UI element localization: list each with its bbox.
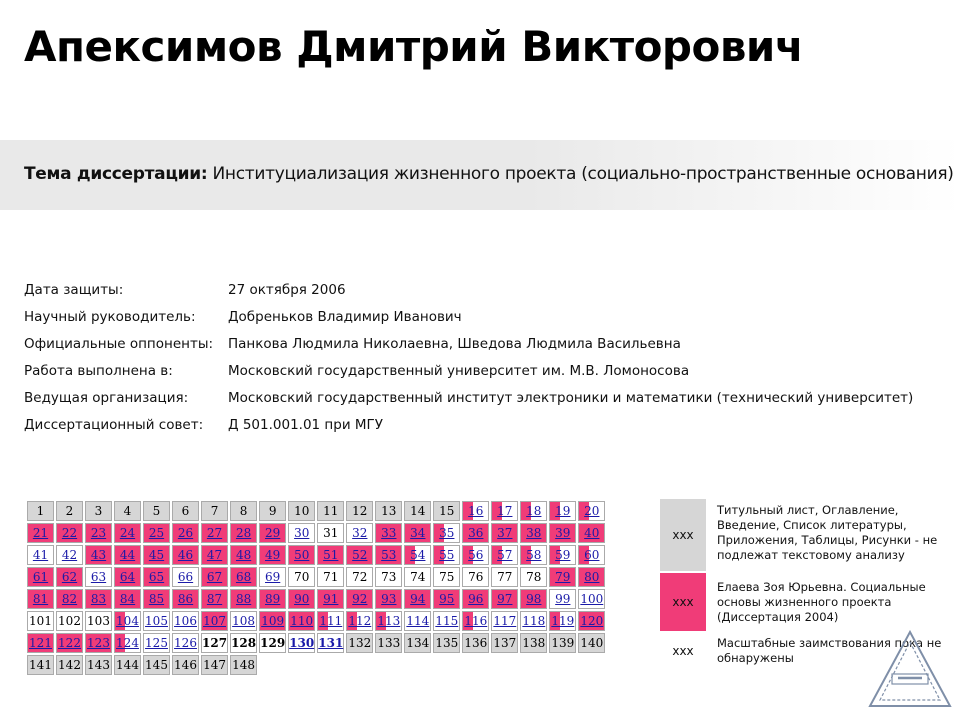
legend-swatch-clean: [660, 633, 706, 669]
info-label: Ведущая организация:: [24, 389, 189, 406]
page-cell[interactable]: 30: [288, 523, 315, 543]
legend-swatch-label: xxx: [660, 633, 706, 669]
page-cell: 77: [491, 567, 518, 587]
page-cell[interactable]: 105: [143, 611, 170, 631]
page-cell[interactable]: 106: [172, 611, 199, 631]
page-cell[interactable]: 86: [172, 589, 199, 609]
page-cell[interactable]: 33: [375, 523, 402, 543]
page-cell[interactable]: 100: [578, 589, 605, 609]
page-cell[interactable]: 89: [259, 589, 286, 609]
page-cell[interactable]: 131: [317, 633, 344, 653]
page-cell[interactable]: 56: [462, 545, 489, 565]
info-value: Московский государственный университет им. М.В. Ломоносова: [228, 362, 690, 379]
page-cell: 135: [433, 633, 460, 653]
page-cell[interactable]: 81: [27, 589, 54, 609]
page-cell[interactable]: 96: [462, 589, 489, 609]
page-cell[interactable]: 59: [549, 545, 576, 565]
page-cell[interactable]: 99: [549, 589, 576, 609]
page-cell[interactable]: 117: [491, 611, 518, 631]
page-cell: 142: [56, 655, 83, 675]
page-cell: 138: [520, 633, 547, 653]
page-cell[interactable]: 123: [85, 633, 112, 653]
page-cell: 140: [578, 633, 605, 653]
page-cell: 9: [259, 501, 286, 521]
info-label: Официальные оппоненты:: [24, 335, 214, 352]
page-cell: 7: [201, 501, 228, 521]
page-cell[interactable]: 82: [56, 589, 83, 609]
page-cell: 132: [346, 633, 373, 653]
page-cell: 11: [317, 501, 344, 521]
grid-row: [27, 589, 605, 609]
page-cell: 76: [462, 567, 489, 587]
page-cell: 72: [346, 567, 373, 587]
page-cell[interactable]: 45: [143, 545, 170, 565]
info-table: [24, 276, 913, 438]
page-cell[interactable]: 104: [114, 611, 141, 631]
page-cell[interactable]: 34: [404, 523, 431, 543]
page-cell: 147: [201, 655, 228, 675]
page-cell: 141: [27, 655, 54, 675]
page-cell[interactable]: 36: [462, 523, 489, 543]
page-cell[interactable]: 113: [375, 611, 402, 631]
page-cell: 128: [230, 633, 257, 653]
page-cell: 78: [520, 567, 547, 587]
page-cell[interactable]: 44: [114, 545, 141, 565]
page-cell: 144: [114, 655, 141, 675]
page-cell[interactable]: 64: [114, 567, 141, 587]
page-cell: 31: [317, 523, 344, 543]
dissernet-stamp: [868, 628, 952, 716]
info-row: [24, 330, 913, 357]
page-cell[interactable]: 94: [404, 589, 431, 609]
page-cell[interactable]: 38: [520, 523, 547, 543]
page-cell[interactable]: 40: [578, 523, 605, 543]
page-cell: 70: [288, 567, 315, 587]
page-cell: 139: [549, 633, 576, 653]
legend-text-clean: Масштабные заимствования пока не обнаружены: [717, 636, 942, 665]
page-cell[interactable]: 122: [56, 633, 83, 653]
page-cell: 10: [288, 501, 315, 521]
grid-row: [27, 523, 605, 543]
page-cell: 101: [27, 611, 54, 631]
page-cell: 8: [230, 501, 257, 521]
page-title: Апексимов Дмитрий Викторович: [24, 22, 804, 71]
grid-row: [27, 567, 605, 587]
info-label: Дата защиты:: [24, 281, 124, 298]
page-cell: 73: [375, 567, 402, 587]
page-cell[interactable]: 97: [491, 589, 518, 609]
page-cell: 103: [85, 611, 112, 631]
legend-swatch-label: xxx: [660, 573, 706, 631]
page-cell[interactable]: 120: [578, 611, 605, 631]
page-cell: 146: [172, 655, 199, 675]
page-cell[interactable]: 65: [143, 567, 170, 587]
page-cell: 3: [85, 501, 112, 521]
info-label: Научный руководитель:: [24, 308, 196, 325]
page-cell: 136: [462, 633, 489, 653]
page-cell[interactable]: 83: [85, 589, 112, 609]
page-cell[interactable]: 52: [346, 545, 373, 565]
legend-text-excluded: Титульный лист, Оглавление, Введение, Список литературы, Приложения, Таблицы, Рисунки - не подлежат текстовому анализу: [717, 503, 938, 562]
page-cell: 127: [201, 633, 228, 653]
page-cell: 2: [56, 501, 83, 521]
page-cell[interactable]: 116: [462, 611, 489, 631]
page-cell: 134: [404, 633, 431, 653]
page-cell[interactable]: 85: [143, 589, 170, 609]
page-cell[interactable]: 114: [404, 611, 431, 631]
page-cell[interactable]: 39: [549, 523, 576, 543]
page-cell[interactable]: 22: [56, 523, 83, 543]
page-cell[interactable]: 17: [491, 501, 518, 521]
page-cell[interactable]: 98: [520, 589, 547, 609]
page-cell[interactable]: 37: [491, 523, 518, 543]
legend-text-source: Елаева Зоя Юрьевна. Социальные основы жизненного проекта (Диссертация 2004): [717, 580, 926, 624]
page-cell[interactable]: 51: [317, 545, 344, 565]
page-cell[interactable]: 109: [259, 611, 286, 631]
info-value: 27 октября 2006: [228, 281, 346, 298]
page-cell[interactable]: 111: [317, 611, 344, 631]
page-cell[interactable]: 18: [520, 501, 547, 521]
info-label: Работа выполнена в:: [24, 362, 173, 379]
page-cell[interactable]: 66: [172, 567, 199, 587]
page-cell[interactable]: 92: [346, 589, 373, 609]
page-cell[interactable]: 48: [230, 545, 257, 565]
page-cell[interactable]: 130: [288, 633, 315, 653]
page-cell[interactable]: 126: [172, 633, 199, 653]
page-cell[interactable]: 69: [259, 567, 286, 587]
topic-label: Тема диссертации:: [24, 164, 208, 184]
grid-row: [27, 655, 605, 675]
page-cell: 71: [317, 567, 344, 587]
page-cell: 14: [404, 501, 431, 521]
page-grid: [25, 499, 607, 677]
page-cell[interactable]: 50: [288, 545, 315, 565]
stamp-icon: [868, 628, 952, 712]
info-value: Д 501.001.01 при МГУ: [228, 416, 383, 433]
page-cell[interactable]: 125: [143, 633, 170, 653]
page-cell[interactable]: 110: [288, 611, 315, 631]
page-cell: 137: [491, 633, 518, 653]
page-cell: 12: [346, 501, 373, 521]
info-row: [24, 384, 913, 411]
page-cell[interactable]: 108: [230, 611, 257, 631]
legend-swatch-label: xxx: [660, 499, 706, 571]
grid-row: [27, 633, 605, 653]
page-cell[interactable]: 107: [201, 611, 228, 631]
page-cell[interactable]: 124: [114, 633, 141, 653]
page-cell[interactable]: 91: [317, 589, 344, 609]
info-row: [24, 276, 913, 303]
page-cell[interactable]: 121: [27, 633, 54, 653]
page-cell[interactable]: 20: [578, 501, 605, 521]
page-cell: 74: [404, 567, 431, 587]
page-cell[interactable]: 93: [375, 589, 402, 609]
page-cell: 102: [56, 611, 83, 631]
page-cell: 13: [375, 501, 402, 521]
topic-text: Институциализация жизненного проекта (социально-пространственные основания): [212, 164, 954, 184]
page-cell: 6: [172, 501, 199, 521]
info-value: Добреньков Владимир Иванович: [228, 308, 462, 325]
page-cell[interactable]: 88: [230, 589, 257, 609]
page-cell[interactable]: 119: [549, 611, 576, 631]
page-cell[interactable]: 60: [578, 545, 605, 565]
page-cell[interactable]: 43: [85, 545, 112, 565]
page-cell: 75: [433, 567, 460, 587]
page-cell[interactable]: 115: [433, 611, 460, 631]
page-cell: 143: [85, 655, 112, 675]
info-row: [24, 357, 913, 384]
page-cell[interactable]: 46: [172, 545, 199, 565]
grid-row: [27, 545, 605, 565]
page-cell[interactable]: 95: [433, 589, 460, 609]
dissertation-topic: [24, 164, 954, 184]
page-cell[interactable]: 26: [172, 523, 199, 543]
page-cell: 4: [114, 501, 141, 521]
info-value: Панкова Людмила Николаевна, Шведова Людмила Васильевна: [228, 335, 681, 352]
page-cell: 1: [27, 501, 54, 521]
page-cell[interactable]: 90: [288, 589, 315, 609]
grid-row: [27, 501, 605, 521]
page-cell[interactable]: 49: [259, 545, 286, 565]
page-cell[interactable]: 27: [201, 523, 228, 543]
page-cell[interactable]: 54: [404, 545, 431, 565]
page-cell[interactable]: 29: [259, 523, 286, 543]
page-cell[interactable]: 58: [520, 545, 547, 565]
grid-row: [27, 611, 605, 631]
page-cell: 129: [259, 633, 286, 653]
info-row: [24, 411, 913, 438]
page-cell[interactable]: 80: [578, 567, 605, 587]
info-label: Диссертационный совет:: [24, 416, 204, 433]
page-cell[interactable]: 41: [27, 545, 54, 565]
page-cell: 133: [375, 633, 402, 653]
page-cell[interactable]: 16: [462, 501, 489, 521]
info-value: Московский государственный институт электроники и математики (технический университет): [228, 389, 914, 406]
page-cell: 148: [230, 655, 257, 675]
page-cell[interactable]: 68: [230, 567, 257, 587]
legend-swatch-source: [660, 573, 706, 631]
page-cell[interactable]: 84: [114, 589, 141, 609]
page-cell[interactable]: 23: [85, 523, 112, 543]
page-cell[interactable]: 62: [56, 567, 83, 587]
page-cell[interactable]: 32: [346, 523, 373, 543]
page-cell[interactable]: 47: [201, 545, 228, 565]
page-cell[interactable]: 25: [143, 523, 170, 543]
page-cell: 5: [143, 501, 170, 521]
page-cell[interactable]: 112: [346, 611, 373, 631]
page-cell[interactable]: 21: [27, 523, 54, 543]
info-row: [24, 303, 913, 330]
legend-swatch-excluded: [660, 499, 706, 571]
page-cell: 145: [143, 655, 170, 675]
page-cell[interactable]: 55: [433, 545, 460, 565]
page-cell: 15: [433, 501, 460, 521]
page-cell[interactable]: 63: [85, 567, 112, 587]
page-cell[interactable]: 19: [549, 501, 576, 521]
page-cell[interactable]: 35: [433, 523, 460, 543]
page-cell[interactable]: 53: [375, 545, 402, 565]
page-cell[interactable]: 87: [201, 589, 228, 609]
page-cell[interactable]: 61: [27, 567, 54, 587]
page-cell[interactable]: 28: [230, 523, 257, 543]
page-cell[interactable]: 67: [201, 567, 228, 587]
page-cell[interactable]: 24: [114, 523, 141, 543]
page-cell[interactable]: 118: [520, 611, 547, 631]
page-cell[interactable]: 42: [56, 545, 83, 565]
page-cell[interactable]: 57: [491, 545, 518, 565]
page-cell[interactable]: 79: [549, 567, 576, 587]
